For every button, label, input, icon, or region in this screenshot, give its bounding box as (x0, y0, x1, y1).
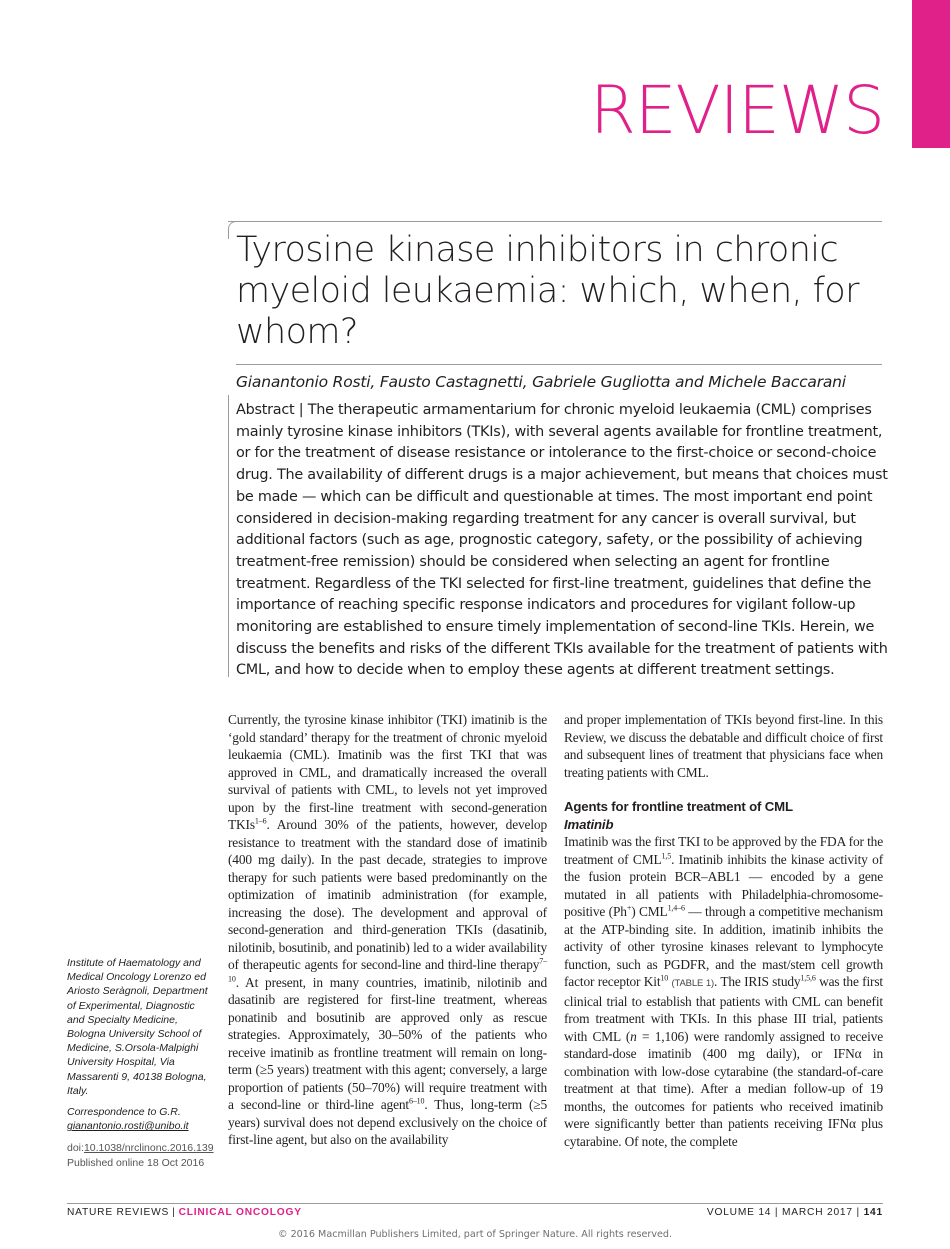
citation-ref[interactable]: 1,5 (661, 851, 672, 861)
doi-label: doi: (67, 1142, 84, 1155)
abstract-separator: | (298, 402, 304, 418)
table-reference-link[interactable]: (TABLE 1) (671, 978, 714, 989)
issue-date: MARCH 2017 (782, 1207, 853, 1218)
correspondence-email-link[interactable]: gianantonio.rosti@unibo.it (67, 1120, 189, 1133)
citation-ref[interactable]: 6–10 (408, 1096, 425, 1106)
author-affiliation-sidebar (67, 956, 212, 1170)
author-list: Gianantonio Rosti, Fausto Castagnetti, Gabriele Gugliotta and Michele Baccarani (236, 373, 846, 391)
citation-ref[interactable]: 1,5,6 (800, 973, 816, 983)
section-heading: Agents for frontline treatment of CML (564, 799, 793, 814)
citation-ref[interactable]: 10 (660, 973, 669, 983)
abstract-label: Abstract (236, 402, 295, 418)
intro-paragraph: Currently, the tyrosine kinase inhibitor (TKI) imatinib is the ‘gold standard’ therapy for the treatment of chronic myeloid leukaemia (CML). Imatinib was the first TKI that was approved in CML, and dramatically increased the overall survival of patients with CML, to levels not yet improved upon by the first-line treatment with second-generation TKIs$^{1-6}$. Around 30% of the patients, however, develop resistance to treatment with the standard dose of imatinib (400 mg daily). In the past decade, strategies to improve therapy for such patients were based predominantly on the optimization of imatinib administration (for example, increasing the dose). The development and approval of second-generation and third-generation TKIs (dasatinib, nilotinib, bosutinib, and ponatinib) led to a wider availability of therapeutic agents for second-line and third-line therapy$^{7-10}$. At present, in many countries, imatinib, nilotinib and dasatinib are registered for first-line treatment, whereas ponatinib and bosutinib are approved only as rescue strategies. Approximately, 30–50% of the patients who receive imatinib as frontline treatment will remain on long-term (≥5 years) treatment with this agent; conversely, a large proportion of patients (50–70%) will require treatment with a second-line or third-line agent$^{6-10}$. Thus, long-term (≥5 years) survival does not depend exclusively on the choice of first-line agent, but also on the availability (228, 712, 547, 1147)
affiliation: Institute of Haematology and Medical Oncology Lorenzo ed Ariosto Seràgnoli, Department of Experimental, Diagnostic and Specialty Medicine, Bologna University School of Medicine, S.Orsola-Malpighi University Hospital, Via Massarenti 9, 40138 Bologna, Italy. (67, 957, 208, 1097)
subjournal-name: CLINICAL ONCOLOGY (178, 1207, 302, 1218)
abstract (236, 400, 888, 682)
body-column-right (564, 711, 883, 1167)
journal-name: NATURE REVIEWS (67, 1207, 170, 1218)
page-number: 141 (863, 1207, 883, 1218)
footer-volume-info: VOLUME 14 | MARCH 2017 | 141 (706, 1207, 883, 1218)
footer-rule (67, 1203, 883, 1204)
section-label: REVIEWS (589, 72, 884, 149)
intro-paragraph-continued: and proper implementation of TKIs beyond first-line. In this Review, we discuss the debatable and difficult choice of first and subsequent lines of treatment that physicians face when treating patients with CML. (564, 712, 883, 780)
abstract-bracket (228, 395, 229, 677)
volume: VOLUME 14 (706, 1207, 772, 1218)
correspondence-label: Correspondence to G.R. (67, 1106, 181, 1119)
imatinib-paragraph: Imatinib was the first TKI to be approved by the FDA for the treatment of CML$^{1,5}$. Imatinib inhibits the kinase activity of the fusion protein BCR–ABL1 — encoded by a gene mutated in all patients with Philadelphia-chromosome-positive (Ph+) CML$^{1,4-6}$ — through a competitive mechanism at the ATP-binding site. In addition, imatinib inhibits the activity of other tyrosine kinases relevant to lymphocyte function, such as PGDFR, and the mast/stem cell growth factor receptor Kit$^{10}$ (TABLE 1). The IRIS study$^{1,5,6}$ was the first clinical trial to establish that patients with CML can benefit from treatment with TKIs. In this phase III trial, patients with CML (n = 1,106) were randomly assigned to receive standard-dose imatinib (400 mg daily), or IFNα in combination with low-dose cytarabine (the standard-of-care treatment at that time). After a median follow-up of 19 months, the outcomes for patients who received imatinib were significantly better than patients receiving IFNα plus cytarabine. Of note, the complete (564, 834, 884, 1149)
copyright-notice: © 2016 Macmillan Publishers Limited, part of Springer Nature. All rights reserved. (277, 1229, 673, 1240)
citation-ref[interactable]: 1–6 (254, 816, 267, 826)
doi (67, 1141, 212, 1155)
abstract-text: The therapeutic armamentarium for chronic myeloid leukaemia (CML) comprises mainly tyrosine kinase inhibitors (TKIs), with several agents available for frontline treatment, or for the treatment of disease resistance or intolerance to the first-choice or second-choice drug. The availability of different drugs is a major achievement, but means that choices must be made — which can be difficult and questionable at times. The most important end point considered in decision-making regarding treatment for any cancer is overall survival, but additional factors (such as age, prognostic category, safety, or the possibility of achieving treatment-free remission) should be considered when selecting an agent for frontline treatment. Regardless of the TKI selected for first-line treatment, guidelines that define the importance of reaching specific response indicators and procedures for vigilant follow-up monitoring are established to ensure timely implementation of second-line TKIs. Herein, we discuss the benefits and risks of the different TKIs available for the treatment of patients with CML, and how to decide when to employ these agents at different treatment settings. (236, 402, 888, 679)
published-date: Published online 18 Oct 2016 (67, 1156, 205, 1169)
section-color-tab (912, 0, 950, 148)
footer-journal: NATURE REVIEWS | CLINICAL ONCOLOGY (67, 1207, 302, 1218)
subsection-heading: Imatinib (564, 816, 614, 832)
doi-link[interactable]: 10.1038/nrclinonc.2016.139 (83, 1142, 214, 1155)
body-column-left (228, 711, 547, 1149)
article-title: Tyrosine kinase inhibitors in chronic myeloid leukaemia: which, when, for whom? (236, 230, 859, 352)
citation-ref[interactable]: 1,4–6 (667, 903, 685, 913)
citation-ref[interactable]: 7–10 (228, 956, 547, 984)
title-top-rule (228, 221, 882, 222)
title-bottom-rule (236, 364, 882, 365)
